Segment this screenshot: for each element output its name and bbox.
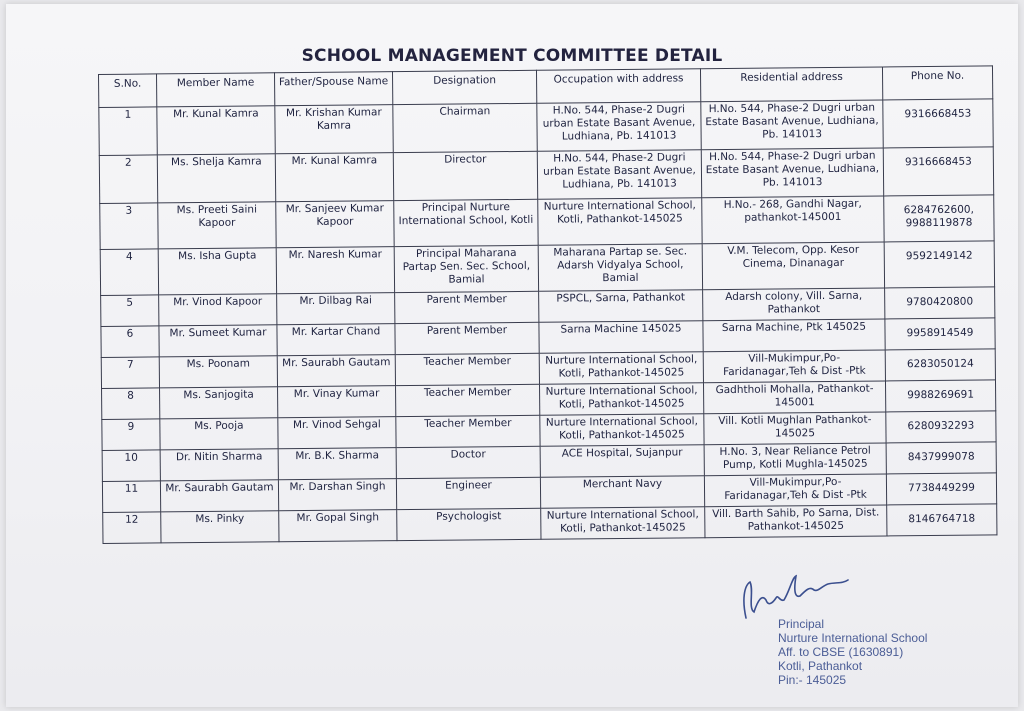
cell-father: Mr. Krishan Kumar Kamra xyxy=(275,105,393,154)
cell-phone: 8146764718 xyxy=(887,504,997,536)
cell-sno: 5 xyxy=(101,295,159,327)
cell-name: Mr. Sumeet Kumar xyxy=(159,325,277,357)
cell-designation: Principal Nurture International School, Kotli xyxy=(394,199,538,246)
cell-phone: 6284762600, 9988119878 xyxy=(884,195,994,242)
stamp-line: Pin:- 145025 xyxy=(778,673,847,687)
cell-name: Ms. Preeti Saini Kapoor xyxy=(158,202,276,249)
cell-residential: Vill-Mukimpur,Po-Faridanagar,Teh & Dist -Ptk xyxy=(703,350,885,383)
cell-residential: H.No.- 268, Gandhi Nagar, pathankot-145001 xyxy=(702,196,884,244)
cell-name: Ms. Sanjogita xyxy=(160,387,278,419)
cell-occupation: Nurture International School, Kotli, Pathankot-145025 xyxy=(539,352,703,385)
cell-phone: 7738449299 xyxy=(886,473,996,505)
cell-residential: H.No. 544, Phase-2 Dugri urban Estate Basant Avenue, Ludhiana, Pb. 141013 xyxy=(701,100,883,150)
principal-stamp xyxy=(778,617,927,687)
column-header: Member Name xyxy=(157,73,275,107)
cell-residential: Adarsh colony, Vill. Sarna, Pathankot xyxy=(703,288,885,321)
cell-residential: H.No. 3, Near Reliance Petrol Pump, Kotli Mughla-145025 xyxy=(704,443,886,476)
cell-occupation: H.No. 544, Phase-2 Dugri urban Estate Basant Avenue, Ludhiana, Pb. 141013 xyxy=(537,102,701,152)
cell-name: Ms. Pooja xyxy=(160,418,278,450)
cell-sno: 1 xyxy=(99,107,157,156)
cell-residential: V.M. Telecom, Opp. Kesor Cinema, Dinanagar xyxy=(702,242,884,290)
cell-name: Mr. Saurabh Gautam xyxy=(160,480,278,512)
cell-designation: Chairman xyxy=(393,103,537,152)
cell-occupation: Nurture International School, Kotli, Pathankot-145025 xyxy=(538,198,702,246)
cell-sno: 4 xyxy=(100,249,158,296)
stamp-line: Kotli, Pathankot xyxy=(778,659,863,673)
document-title: SCHOOL MANAGEMENT COMMITTEE DETAIL xyxy=(301,46,723,66)
cell-phone: 9780420800 xyxy=(885,287,995,319)
column-header: Designation xyxy=(392,70,536,104)
cell-residential: H.No. 544, Phase-2 Dugri urban Estate Basant Avenue, Ludhiana, Pb. 141013 xyxy=(701,148,883,198)
cell-phone: 6283050124 xyxy=(885,349,995,381)
column-header: Residential address xyxy=(700,67,882,102)
cell-occupation: ACE Hospital, Sujanpur xyxy=(540,445,704,478)
cell-sno: 10 xyxy=(102,450,160,482)
cell-designation: Doctor xyxy=(396,446,540,478)
cell-name: Mr. Kunal Kamra xyxy=(157,106,275,155)
cell-name: Ms. Poonam xyxy=(159,356,277,388)
cell-sno: 12 xyxy=(103,512,161,544)
cell-designation: Teacher Member xyxy=(396,415,540,447)
cell-father: Mr. Kartar Chand xyxy=(277,324,395,356)
column-header: S.No. xyxy=(99,74,157,108)
stamp-line: Nurture International School xyxy=(778,631,928,645)
table-row xyxy=(99,147,993,204)
cell-residential: Sarna Machine, Ptk 145025 xyxy=(703,319,885,352)
cell-phone: 9316668453 xyxy=(883,147,993,196)
cell-designation: Psychologist xyxy=(397,508,541,540)
cell-designation: Director xyxy=(393,151,537,200)
cell-phone: 9316668453 xyxy=(883,99,993,148)
cell-father: Mr. Darshan Singh xyxy=(278,479,396,511)
cell-designation: Principal Maharana Partap Sen. Sec. School, Bamial xyxy=(394,245,538,292)
cell-father: Mr. Dilbag Rai xyxy=(277,293,395,325)
cell-sno: 6 xyxy=(101,326,159,358)
cell-occupation: Sarna Machine 145025 xyxy=(539,321,703,354)
cell-designation: Parent Member xyxy=(395,291,539,323)
cell-sno: 9 xyxy=(102,419,160,451)
cell-father: Mr. Gopal Singh xyxy=(279,510,397,542)
cell-sno: 11 xyxy=(102,481,160,513)
committee-table xyxy=(98,65,997,544)
cell-sno: 7 xyxy=(101,357,159,389)
cell-name: Ms. Isha Gupta xyxy=(158,248,276,295)
cell-father: Mr. Vinay Kumar xyxy=(278,386,396,418)
cell-father: Mr. Naresh Kumar xyxy=(276,247,394,294)
cell-phone: 9988269691 xyxy=(885,380,995,412)
cell-occupation: H.No. 544, Phase-2 Dugri urban Estate Basant Avenue, Ludhiana, Pb. 141013 xyxy=(537,150,701,200)
column-header: Father/Spouse Name xyxy=(274,72,392,106)
cell-name: Ms. Shelja Kamra xyxy=(157,154,275,203)
cell-sno: 8 xyxy=(102,388,160,420)
cell-designation: Teacher Member xyxy=(395,353,539,385)
column-header: Occupation with address xyxy=(536,69,700,104)
cell-residential: Vill-Mukimpur,Po-Faridanagar,Teh & Dist -Ptk xyxy=(704,474,886,507)
cell-occupation: PSPCL, Sarna, Pathankot xyxy=(539,290,703,323)
cell-father: Mr. Kunal Kamra xyxy=(275,153,393,202)
cell-father: Mr. Vinod Sehgal xyxy=(278,417,396,449)
stamp-line: Principal xyxy=(778,617,825,631)
cell-father: Mr. Sanjeev Kumar Kapoor xyxy=(276,201,394,248)
cell-designation: Teacher Member xyxy=(396,384,540,416)
cell-sno: 3 xyxy=(100,203,158,250)
cell-sno: 2 xyxy=(99,155,157,204)
cell-name: Mr. Vinod Kapoor xyxy=(159,294,277,326)
cell-occupation: Nurture International School, Kotli, Pathankot-145025 xyxy=(539,383,703,416)
cell-father: Mr. B.K. Sharma xyxy=(278,448,396,480)
table-row xyxy=(99,99,993,156)
cell-occupation: Nurture International School, Kotli, Pathankot-145025 xyxy=(540,414,704,447)
stamp-line: Aff. to CBSE (1630891) xyxy=(778,645,904,659)
cell-father: Mr. Saurabh Gautam xyxy=(277,355,395,387)
cell-occupation: Nurture International School, Kotli, Pathankot-145025 xyxy=(541,507,705,540)
cell-phone: 9592149142 xyxy=(884,241,994,288)
cell-occupation: Maharana Partap se. Sec. Adarsh Vidyalya School, Bamial xyxy=(538,244,702,292)
cell-residential: Gadhtholi Mohalla, Pathankot-145001 xyxy=(703,381,885,414)
column-header: Phone No. xyxy=(882,66,992,100)
cell-name: Ms. Pinky xyxy=(161,511,279,543)
committee-table-wrapper xyxy=(98,65,997,544)
cell-residential: Vill. Kotli Mughlan Pathankot-145025 xyxy=(704,412,886,445)
cell-phone: 8437999078 xyxy=(886,442,996,474)
cell-occupation: Merchant Navy xyxy=(540,476,704,509)
cell-residential: Vill. Barth Sahib, Po Sarna, Dist. Pathankot-145025 xyxy=(705,505,887,538)
cell-phone: 9958914549 xyxy=(885,318,995,350)
cell-name: Dr. Nitin Sharma xyxy=(160,449,278,481)
cell-phone: 6280932293 xyxy=(886,411,996,443)
cell-designation: Parent Member xyxy=(395,322,539,354)
cell-designation: Engineer xyxy=(396,477,540,509)
